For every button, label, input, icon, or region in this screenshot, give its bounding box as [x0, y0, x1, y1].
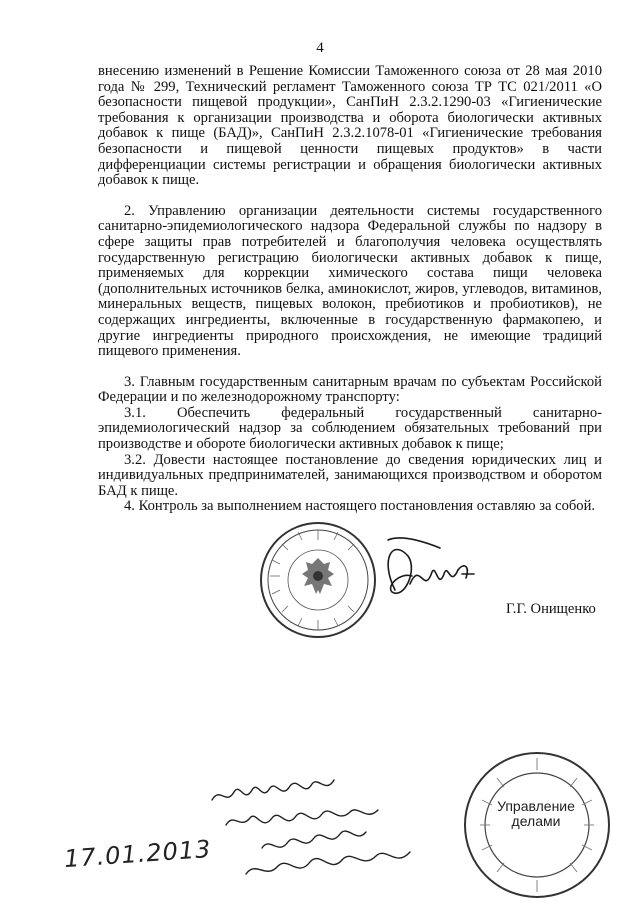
signatory-name: Г.Г. Онищенко — [506, 601, 596, 617]
paragraph-3-2: 3.2. Довести настоящее постановление до сведения юридических лиц и индивидуальных предпринимателей, занимающихся производством и оборотом БАД к пище. — [98, 451, 602, 499]
page-number: 4 — [316, 40, 324, 56]
department-stamp-label: Управление делами — [497, 798, 575, 829]
handwritten-date: 17.01.2013 — [63, 834, 213, 874]
paragraph-3-1: 3.1. Обеспечить федеральный государственный санитарно-эпидемиологический надзор за соблюдением обязательных требований при производстве и обороте биологически активных добавок к пище; — [98, 404, 602, 453]
paragraph-3: 3. Главным государственным санитарным врачам по субъектам Российской Федерации и по железнодорожному транспорту: — [98, 373, 602, 406]
paragraph-4: 4. Контроль за выполнением настоящего постановления оставляю за собой. — [124, 498, 596, 515]
paragraph-2: 2. Управлению организации деятельности системы государственного санитарно-эпидемиологического надзора Федеральной службы по надзору в сфере защиты прав потребителей и благополучия человека осуществлять государственную регистрацию биологически активных добавок к пище, применяемых для коррекции химического состава пищи человека (дополнительных источников белка, аминокислот, жиров, углеводов, витаминов, минеральных веществ, пищевых волокон, пребиотиков и пробиотиков), не содержащих ингредиенты, включенные в государственную фармакопею, и другие ингредиенты природного происхождения, не имеющие традиций пищевого применения. — [98, 202, 602, 360]
body-text — [98, 64, 602, 515]
official-seal-stamp — [258, 520, 378, 640]
paragraph-continuation: внесению изменений в Решение Комиссии Таможенного союза от 28 мая 2010 года № 299, Технический регламент Таможенного союза ТР ТС 021/2011 «О безопасности пищевой продукции», СанПиН 2.3.2.1290-03 «Гигиенические требования к организации производства и оборота биологически активных добавок к пище (БАД)», СанПиН 2.3.2.1078-01 «Гигиенические требования безопасности и пищевой ценности пищевых продуктов» в части дифференциации системы регистрации и обращения биологически активных добавок к пище. — [98, 63, 602, 189]
